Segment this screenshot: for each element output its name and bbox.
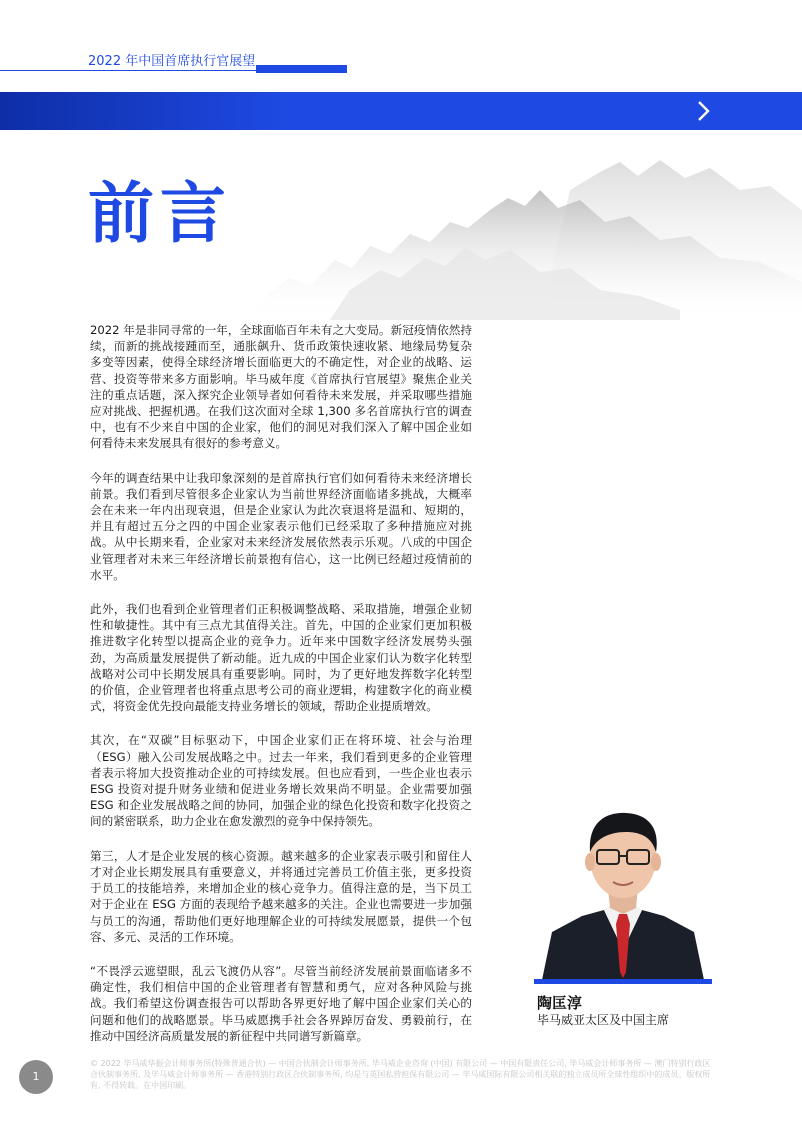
legal-footer: © 2022 毕马威华振会计师事务所(特殊普通合伙) — 中国合伙制会计师事务所, 毕马威企业咨询 (中国) 有限公司 — 中国有限责任公司, 毕马威会计师事务所 — 澳门特别行政区合伙制事务所, 及毕马威会计师事务所 — 香港特别行政区合伙制事务所, 均是与英国私营担保有限公司 — 毕马威国际有限公司相关联的独立成员所全球性组织中的成员。版权所有, 不得转载。在中国印刷。 (90, 1059, 711, 1090)
header-rule (0, 70, 256, 71)
header-banner (0, 92, 802, 130)
paragraph: 第三，人才是企业发展的核心资源。越来越多的企业家表示吸引和留住人才对企业长期发展具有重要意义，并将通过完善员工价值主张，更多投资于员工的技能培养，来增加企业的核心竞争力。值得注意的是，当下员工对于企业在 ESG 方面的表现给予越来越多的关注。企业也需要进一步加强与员工的沟通，帮助他们更好地理解企业的可持续发展愿景，提供一个包容、多元、灵活的工作环境。 (90, 848, 472, 944)
chevron-right-icon[interactable] (692, 100, 714, 122)
running-header-title: 2022 年中国首席执行官展望 (88, 54, 256, 69)
foreword-body (90, 322, 472, 1062)
paragraph: 其次，在“双碳”目标驱动下，中国企业家们正在将环境、社会与治理（ESG）融入公司发展战略之中。过去一年来，我们看到更多的企业管理者表示将加大投资推动企业的可持续发展。但也应看到，一些企业也表示 ESG 投资对提升财务业绩和促进业务增长效果尚不明显。企业需要加强 ESG 和企业发展战略之间的协同，加强企业的绿色化投资和数字化投资之间的紧密联系，助力企业在愈发激烈的竞争中保持领先。 (90, 733, 472, 829)
author-portrait (534, 800, 712, 980)
page-heading: 前言 (88, 175, 232, 252)
paragraph: “不畏浮云遮望眼，乱云飞渡仍从容”。尽管当前经济发展前景面临诸多不确定性，我们相信中国的企业管理者有智慧和勇气，应对各种风险与挑战。我们希望这份调查报告可以帮助各界更好地了解中国企业家们关心的问题和他们的战略愿景。毕马威愿携手社会各界踔厉奋发、勇毅前行，在推动中国经济高质量发展的新征程中共同谱写新篇章。 (90, 963, 472, 1043)
paragraph: 2022 年是非同寻常的一年，全球面临百年未有之大变局。新冠疫情依然持续，而新的挑战接踵而至，通胀飙升、货币政策快速收紧、地缘局势复杂多变等因素，使得全球经济增长面临更大的不确定性，对企业的战略、运营、投资等带来多方面影响。毕马威年度《首席执行官展望》聚焦企业关注的重点话题，深入探究企业领导者如何看待未来发展，并采取哪些措施应对挑战、把握机遇。在我们这次面对全球 1,300 多名首席执行官的调查中，也有不少来自中国的企业家，他们的洞见对我们深入了解中国企业如何看待未来发展具有很好的参考意义。 (90, 323, 472, 451)
paragraph: 此外，我们也看到企业管理者们正积极调整战略、采取措施，增强企业韧性和敏捷性。其中有三点尤其值得关注。首先，中国的企业家们更加积极推进数字化转型以提高企业的竞争力。近年来中国数字经济发展势头强劲，为高质量发展提供了新动能。近九成的中国企业家们认为数字化转型战略对公司中长期发展具有重要影响。同时，为了更好地发挥数字化转型的价值，企业管理者也将重点思考公司的商业逻辑，构建数字化的商业模式，将资金优先投向最能支持业务增长的领域，帮助企业提质增效。 (90, 602, 472, 714)
page-number-badge: 1 (19, 1060, 53, 1094)
mountain-illustration (240, 150, 802, 320)
header-accent-tab (256, 65, 347, 73)
author-name: 陶匡淳 (537, 994, 583, 1012)
author-title: 毕马威亚太区及中国主席 (537, 1013, 670, 1027)
portrait-underline (534, 979, 712, 984)
paragraph: 今年的调查结果中让我印象深刻的是首席执行官们如何看待未来经济增长前景。我们看到尽管很多企业家认为当前世界经济面临诸多挑战，大概率会在未来一年内出现衰退，但是企业家认为此次衰退将是温和、短期的，并且有超过五分之四的中国企业家表示他们已经采取了多种措施应对挑战。从中长期来看，企业家对未来经济发展依然表示乐观。八成的中国企业管理者对未来三年经济增长前景抱有信心，这一比例已经超过疫情前的水平。 (90, 470, 472, 582)
